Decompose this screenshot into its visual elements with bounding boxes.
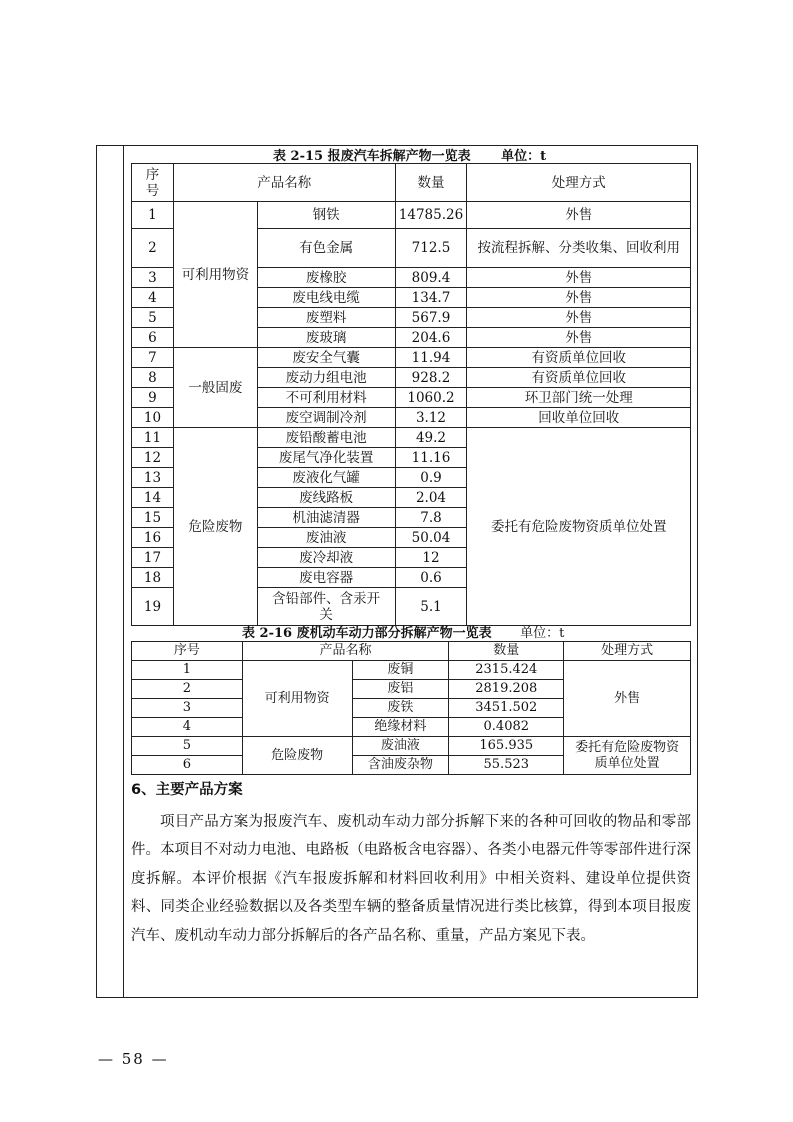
row-no: 12 xyxy=(132,448,174,468)
row-no: 3 xyxy=(132,268,174,288)
header-method: 处理方式 xyxy=(467,164,691,202)
table-row xyxy=(132,428,691,448)
row-name: 钢铁 xyxy=(257,202,395,229)
table-row xyxy=(132,348,691,368)
row-no: 4 xyxy=(132,288,174,308)
row-qty: 2819.208 xyxy=(449,680,564,699)
row-method: 有资质单位回收 xyxy=(467,348,691,368)
row-name: 含铅部件、含汞开关 xyxy=(257,588,395,626)
method-sell: 外售 xyxy=(564,661,691,737)
row-no: 8 xyxy=(132,368,174,388)
row-qty: 809.4 xyxy=(395,268,467,288)
row-name: 废油液 xyxy=(352,737,449,756)
row-no: 5 xyxy=(132,308,174,328)
row-name: 废线路板 xyxy=(257,488,395,508)
table2-unit: 单位：t xyxy=(520,626,565,641)
table1-unit: 单位：t xyxy=(501,149,547,164)
row-qty: 0.9 xyxy=(395,468,467,488)
row-no: 3 xyxy=(132,699,243,718)
row-no: 11 xyxy=(132,428,174,448)
row-name: 废液化气罐 xyxy=(257,468,395,488)
row-method: 环卫部门统一处理 xyxy=(467,388,691,408)
header-qty: 数量 xyxy=(449,642,564,661)
row-method: 外售 xyxy=(467,202,691,229)
header-name: 产品名称 xyxy=(173,164,395,202)
row-name: 有色金属 xyxy=(257,229,395,268)
table-row xyxy=(132,661,691,680)
group-hazardous: 危险废物 xyxy=(242,737,352,775)
method-hazard: 委托有危险废物资质单位处置 xyxy=(564,737,691,775)
table2-caption xyxy=(242,622,564,641)
table1-caption-text: 表 2-15 报废汽车拆解产物一览表 xyxy=(273,149,471,164)
row-method: 有资质单位回收 xyxy=(467,368,691,388)
row-qty: 5.1 xyxy=(395,588,467,626)
frame-divider xyxy=(123,145,124,998)
page-number: — 58 — xyxy=(98,1050,169,1068)
table1-caption xyxy=(273,145,546,164)
row-name: 废橡胶 xyxy=(257,268,395,288)
header-name: 产品名称 xyxy=(242,642,449,661)
row-qty: 712.5 xyxy=(395,229,467,268)
row-name: 绝缘材料 xyxy=(352,718,449,737)
row-qty: 2315.424 xyxy=(449,661,564,680)
row-qty: 55.523 xyxy=(449,756,564,775)
group-usable: 可利用物资 xyxy=(173,202,257,348)
row-name: 含油废杂物 xyxy=(352,756,449,775)
header-method: 处理方式 xyxy=(564,642,691,661)
row-method: 外售 xyxy=(467,288,691,308)
hazard-method: 委托有危险废物资质单位处置 xyxy=(467,428,691,626)
row-name: 废尾气净化装置 xyxy=(257,448,395,468)
table-row xyxy=(132,737,691,756)
row-no: 9 xyxy=(132,388,174,408)
row-method: 外售 xyxy=(467,268,691,288)
row-qty: 567.9 xyxy=(395,308,467,328)
row-no: 16 xyxy=(132,528,174,548)
row-qty: 0.6 xyxy=(395,568,467,588)
row-name: 废铁 xyxy=(352,699,449,718)
row-no: 7 xyxy=(132,348,174,368)
row-qty: 49.2 xyxy=(395,428,467,448)
table1 xyxy=(131,163,691,626)
row-no: 2 xyxy=(132,680,243,699)
row-name: 废铜 xyxy=(352,661,449,680)
row-qty: 134.7 xyxy=(395,288,467,308)
row-name: 废空调制冷剂 xyxy=(257,408,395,428)
section-paragraph: 项目产品方案为报废汽车、废机动车动力部分拆解下来的各种可回收的物品和零部件。本项目不对动力电池、电路板（电路板含电容器）、各类小电器元件等零部件进行深度拆解。本评价根据《汽车报废拆解和材料回收利用》中相关资料、建设单位提供资料、同类企业经验数据以及各类型车辆的整备质量情况进行类比核算，得到本项目报废汽车、废机动车动力部分拆解后的各产品名称、重量，产品方案见下表。 xyxy=(131,814,691,944)
group-usable: 可利用物资 xyxy=(242,661,352,737)
row-no: 1 xyxy=(132,202,174,229)
row-no: 4 xyxy=(132,718,243,737)
row-no: 6 xyxy=(132,328,174,348)
row-name: 废动力组电池 xyxy=(257,368,395,388)
row-qty: 928.2 xyxy=(395,368,467,388)
row-name: 废塑料 xyxy=(257,308,395,328)
row-no: 15 xyxy=(132,508,174,528)
row-name: 废油液 xyxy=(257,528,395,548)
row-no: 19 xyxy=(132,588,174,626)
row-method: 外售 xyxy=(467,308,691,328)
row-qty: 1060.2 xyxy=(395,388,467,408)
row-name: 废安全气囊 xyxy=(257,348,395,368)
row-qty: 204.6 xyxy=(395,328,467,348)
row-qty: 7.8 xyxy=(395,508,467,528)
row-qty: 3.12 xyxy=(395,408,467,428)
row-name: 废电容器 xyxy=(257,568,395,588)
row-method: 回收单位回收 xyxy=(467,408,691,428)
row-method: 按流程拆解、分类收集、回收利用 xyxy=(467,229,691,268)
row-method: 外售 xyxy=(467,328,691,348)
row-qty: 50.04 xyxy=(395,528,467,548)
row-name: 不可利用材料 xyxy=(257,388,395,408)
header-no: 序号 xyxy=(132,642,243,661)
row-no: 17 xyxy=(132,548,174,568)
row-name: 废电线电缆 xyxy=(257,288,395,308)
row-qty: 165.935 xyxy=(449,737,564,756)
table2-caption-text: 表 2-16 废机动车动力部分拆解产物一览表 xyxy=(242,626,492,641)
row-qty: 3451.502 xyxy=(449,699,564,718)
row-no: 6 xyxy=(132,756,243,775)
group-general: 一般固废 xyxy=(173,348,257,428)
table-header-row xyxy=(132,642,691,661)
row-no: 14 xyxy=(132,488,174,508)
section-title: 6、主要产品方案 xyxy=(131,782,243,798)
row-qty: 0.4082 xyxy=(449,718,564,737)
row-qty: 12 xyxy=(395,548,467,568)
row-no: 1 xyxy=(132,661,243,680)
row-no: 5 xyxy=(132,737,243,756)
row-no: 2 xyxy=(132,229,174,268)
header-qty: 数量 xyxy=(395,164,467,202)
row-no: 18 xyxy=(132,568,174,588)
row-qty: 2.04 xyxy=(395,488,467,508)
table-row xyxy=(132,202,691,229)
row-name: 机油滤清器 xyxy=(257,508,395,528)
row-no: 13 xyxy=(132,468,174,488)
group-hazardous: 危险废物 xyxy=(173,428,257,626)
row-name: 废铅酸蓄电池 xyxy=(257,428,395,448)
row-name: 废玻璃 xyxy=(257,328,395,348)
table2 xyxy=(131,641,691,775)
table-header-row xyxy=(132,164,691,202)
row-no: 10 xyxy=(132,408,174,428)
row-name: 废铝 xyxy=(352,680,449,699)
row-qty: 11.94 xyxy=(395,348,467,368)
header-no: 序号 xyxy=(132,164,174,202)
row-qty: 11.16 xyxy=(395,448,467,468)
row-qty: 14785.26 xyxy=(395,202,467,229)
row-name: 废冷却液 xyxy=(257,548,395,568)
